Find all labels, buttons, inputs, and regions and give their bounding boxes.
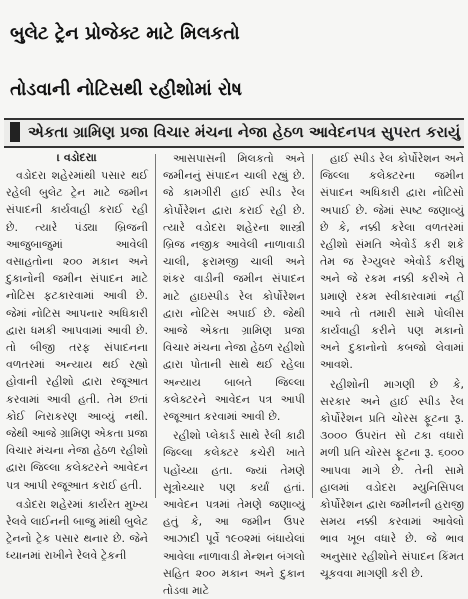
article-column-2 (163, 150, 305, 598)
dateline: । વડોદરા। (57, 151, 97, 164)
paragraph: રહીશોની માગણી છે કે, સરકાર અને હાઈ સ્પીડ રેલ કોર્પોરેશન પ્રતિ ચોરસ ફૂટના રૂ. ૩૦૦૦ ઉપરાંત સો ટકા વધારો મળી પ્રતિ ચોરસ ફૂટના રૂ. ૬૦૦૦ આપવા માગે છે. તેની સામે હાલમાં વડોદરા મ્યુનિસિપલ કોર્પોરેશન દ્વારા જમીનની હરાજી સમય નક્કી કરવામાં આવેલો ભાવ ખૂબ વધારે છે. જે ભાવ અનુસાર રહીશોને સંપાદન કિંમત ચૂકવવા માગણી કરી છે. (320, 377, 464, 580)
paragraph: વડોદરા શહેરમાં કાર્યરત મુખ્ય રેલવે લાઈનની બાજુ માંથી બુલેટ ટ્રેનનો ટ્રેક પસાર થનાર છે. જેને ધ્યાનમાં રાખીને રેલવે ટ્રેકની (6, 497, 148, 563)
paragraph: વડોદરા શહેરમાંથી પસાર થઈ રહેલી બુલેટ ટ્રેન માટે જમીન સંપાદની કાર્યવાહી કરાઈ રહી છે. ત્યારે પંડ્યા બ્રિજની આજુબાજુમાં આવેલી વસાહતોના ૨૦૦ મકાન અને દુકાનોની જમીન સંપાદન માટે નોટિસ ફટકારવામાં આવી છે. જેમાં નોટિસ આપનાર અધિકારી દ્વારા ધમકી આપવામાં આવી છે. તો બીજી તરફ સંપાદનના વળતરમાં અન્યાય થઈ રહ્યો હોવાની રહીશો દ્વારા રજૂઆત કરવામાં આવી હતી. તેમ છતાં કોઈ નિરાકરણ આવ્યું નથી. જેથી આજે ગ્રામિણ એકતા પ્રજા વિચાર મંચના નેજા હેઠળ રહીશો દ્વારા જિલ્લા કલેક્ટરને આવેદન પત્ર આપી રજૂઆત કરાઈ હતી. (6, 169, 148, 492)
subheadline-bar (4, 118, 464, 148)
paragraph: રહીશો પ્લેકાર્ડ સાથે રેલી કાઢી જિલ્લા કલેક્ટર કચેરી ખાતે પહોંચ્યા હતા. જ્યાં તેમણે સૂત્રોચ્ચાર પણ કર્યાં હતાં. આવેદન પત્રમાં તેમણે જણાવ્યું હતું કે, આ જમીન ઉપર આઝાદી પૂર્વે ૧૯૦૨માં બંધાયેલાં આવેલા નાળાવાડી મેન્શન બંગલો સહિત ૨૦૦ મકાન અને દુકાન તોડવા માટે (163, 429, 305, 598)
column-divider (155, 154, 156, 498)
paragraph: આસપાસની મિલકતો અને જમીનનું સંપાદન ચાલી રહ્યું છે. જે કામગીરી હાઈ સ્પીડ રેલ કોર્પોરેશન દ્વારા કરાઈ રહી છે. ત્યારે વડોદરા શહેરના શાસ્ત્રી બ્રિજ નજીક આવેલી નાળાવાડી ચાલી, ફરામજી ચાલી અને શંકર વાડીની જમીન સંપાદન માટે હાઇસ્પીડ રેલ કોર્પોરેશન દ્વારા નોટિસ અપાઈ છે. જેથી આજે એકતા ગ્રામિણ પ્રજા વિચાર મંચના નેજા હેઠળ રહીશો દ્વારા પોતાની સાથે થઈ રહેલા અન્યાય બાબતે જિલ્લા કલેક્ટરને આવેદન પત્ર આપી રજૂઆત કરવામાં આવી છે. (163, 152, 305, 424)
headline-line-1: બુલેટ ટ્રેન પ્રોજેક્ટ માટે મિલકતો (10, 23, 240, 44)
headline (10, 6, 462, 118)
article-column-3 (320, 150, 464, 580)
column-divider (312, 154, 313, 498)
subheadline-marker (10, 122, 20, 142)
article-body (6, 150, 464, 598)
article-column-1 (6, 150, 148, 563)
headline-line-2: તોડવાની નોટિસથી રહીશોમાં રોષ (10, 79, 242, 100)
subheadline: એકતા ગ્રામિણ પ્રજા વિચાર મંચના નેજા હેઠળ આવેદનપત્ર સુપરત કરાયું (28, 123, 461, 141)
paragraph: હાઈ સ્પીડ રેલ કોર્પોરેશન અને જિલ્લા કલેક્ટરના જમીન સંપાદન અધિકારી દ્વારા નોટિસો અપાઈ છે. જેમાં સ્પષ્ટ જણાવ્યું છે કે, નક્કી કરેલા વળતરમાં રહીશો સંમતિ એવોર્ડ કરી શકે તેમ જ રેગ્યુલર એવોર્ડ કરીશું અને જે રકમ નક્કી કરીએ તે પ્રમાણે રકમ સ્વીકારવામાં નહીં આવે તો તમારી સામે પોલીસ કાર્યવાહી કરીને પણ મકાનો અને દુકાનોનો કબજો લેવામાં આવશે. (320, 152, 464, 372)
